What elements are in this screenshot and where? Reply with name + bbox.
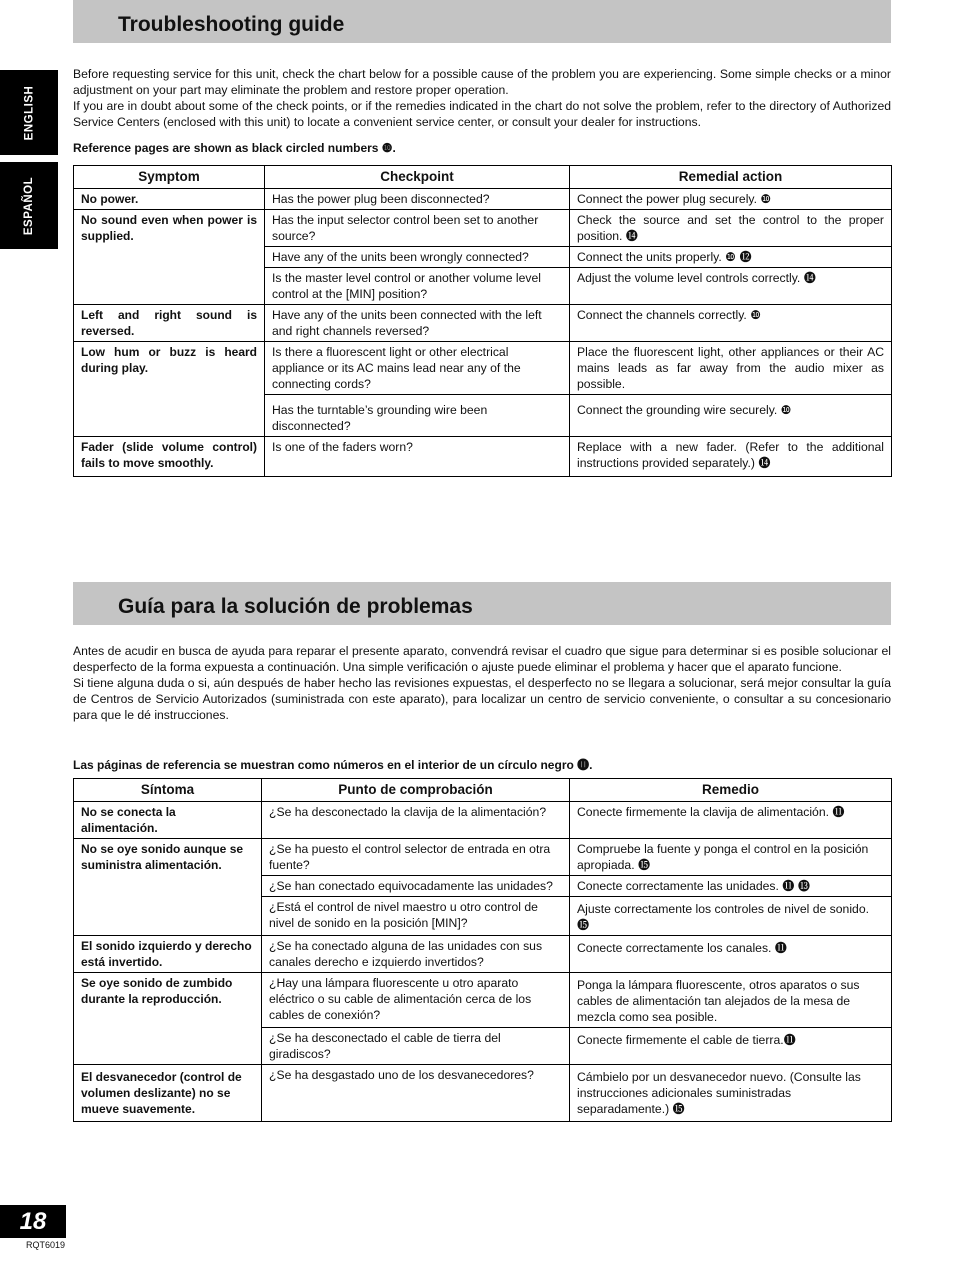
english-intro-paragraph-2: If you are in doubt about some of the check points, or if the remedies indicated in the chart do not solve the problem, refer to the directory of Authorized Service Centers (enclosed with this unit) to locate a convenient service center, or consult your dealer for instructions. [73, 99, 891, 129]
remedy-cell: Conecte firmemente la clavija de alimentación. ⓫ [570, 802, 892, 839]
checkpoint-cell: Has the input selector control been set to another source? [265, 210, 570, 247]
symptom-cell: No sound even when power is supplied. [74, 210, 265, 305]
english-intro-paragraph-1: Before requesting service for this unit, check the chart below for a possible cause of the problem you are experiencing. Some simple checks or a minor adjustment on your part may eliminate the problem and restore proper operation. [73, 67, 891, 97]
spanish-intro-paragraph-2: Si tiene alguna duda o si, aún después de haber hecho las revisiones expuestas, el desperfecto no se llegara a solucionar, será mejor consultar la guía de Centros de Servicio Autorizados (suministrada con este aparato), para localizar un centro de servicio conveniente, o consultar a su concesionario para que le dé instrucciones. [73, 676, 891, 722]
checkpoint-cell: Have any of the units been connected with the left and right channels reversed? [265, 305, 570, 342]
remedy-cell: Connect the grounding wire securely. ❿ [570, 395, 892, 437]
symptom-cell: No se oye sonido aunque se suministra alimentación. [74, 839, 262, 936]
checkpoint-cell: ¿Se ha desgastado uno de los desvanecedores? [262, 1065, 570, 1122]
language-tab-espanol [0, 162, 58, 249]
table-row [74, 1065, 892, 1122]
symptom-cell: El desvanecedor (control de volumen deslizante) no se mueve suavemente. [74, 1065, 262, 1122]
table-row [74, 936, 892, 973]
spanish-troubleshooting-table [73, 778, 892, 1122]
remedy-cell: Place the fluorescent light, other appliances or their AC mains leads as far away from the audio mixer as possible. [570, 342, 892, 395]
remedy-cell: Cámbielo por un desvanecedor nuevo. (Consulte las instrucciones adicionales suministradas separadamente.) ⓯ [570, 1065, 892, 1122]
spanish-intro [73, 643, 891, 723]
spanish-intro-paragraph-1: Antes de acudir en busca de ayuda para reparar el presente aparato, convendrá revisar el cuadro que sigue para determinar si es posible solucionar el desperfecto de la forma expuesta a continuación. Una simple verificación o ajuste puede eliminar el problema y hacer que el aparato funcione. [73, 644, 891, 674]
symptom-cell: Low hum or buzz is heard during play. [74, 342, 265, 437]
remedy-cell: Conecte firmemente el cable de tierra.⓫ [570, 1028, 892, 1065]
table-row [74, 210, 892, 247]
checkpoint-cell: ¿Se ha desconectado la clavija de la alimentación? [262, 802, 570, 839]
english-reference-note: Reference pages are shown as black circled numbers ❿. [73, 141, 396, 155]
table-row [74, 305, 892, 342]
table-header-row [74, 779, 892, 802]
english-title-bar [73, 0, 891, 43]
spanish-reference-note: Las páginas de referencia se muestran como números en el interior de un círculo negro ⓫. [73, 758, 593, 772]
table-header-row [74, 166, 892, 189]
checkpoint-cell: Is one of the faders worn? [265, 437, 570, 477]
spanish-title-bar [73, 582, 891, 625]
symptom-cell: El sonido izquierdo y derecho está invertido. [74, 936, 262, 973]
symptom-cell: No power. [74, 189, 265, 210]
table-row [74, 802, 892, 839]
remedy-cell: Connect the channels correctly. ❿ [570, 305, 892, 342]
remedy-cell: Replace with a new fader. (Refer to the additional instructions provided separately.) ⓮ [570, 437, 892, 477]
remedy-cell: Connect the power plug securely. ❿ [570, 189, 892, 210]
table-row [74, 189, 892, 210]
checkpoint-cell: ¿Se ha desconectado el cable de tierra del giradiscos? [262, 1028, 570, 1065]
spanish-title: Guía para la solución de problemas [118, 595, 473, 618]
language-tab-english-label: ENGLISH [23, 85, 35, 140]
header-checkpoint: Checkpoint [265, 166, 570, 189]
document-code: RQT6019 [26, 1240, 66, 1250]
english-intro [73, 66, 891, 130]
language-tab-english [0, 70, 58, 155]
english-title: Troubleshooting guide [118, 13, 345, 36]
remedy-cell: Connect the units properly. ❿ ⓬ [570, 247, 892, 268]
symptom-cell: No se conecta la alimentación. [74, 802, 262, 839]
header-remedial-action: Remedial action [570, 166, 892, 189]
remedy-cell: Compruebe la fuente y ponga el control en la posición apropiada. ⓯ [570, 839, 892, 876]
page-number: 18 [0, 1205, 66, 1238]
checkpoint-cell: Have any of the units been wrongly connected? [265, 247, 570, 268]
checkpoint-cell: ¿Se han conectado equivocadamente las unidades? [262, 876, 570, 897]
remedy-cell: Check the source and set the control to the proper position. ⓮ [570, 210, 892, 247]
checkpoint-cell: ¿Está el control de nivel maestro u otro control de nivel de sonido en la posición [MIN]? [262, 897, 570, 936]
table-row [74, 342, 892, 395]
remedy-cell: Ponga la lámpara fluorescente, otros aparatos o sus cables de alimentación tan alejados de la mesa de mezcla como sea posible. [570, 973, 892, 1028]
checkpoint-cell: Is the master level control or another volume level control at the [MIN] position? [265, 268, 570, 305]
remedy-cell: Ajuste correctamente los controles de nivel de sonido. ⓯ [570, 897, 892, 936]
checkpoint-cell: Has the power plug been disconnected? [265, 189, 570, 210]
checkpoint-cell: Has the turntable’s grounding wire been disconnected? [265, 395, 570, 437]
checkpoint-cell: ¿Se ha conectado alguna de las unidades con sus canales derecho e izquierdo invertidos? [262, 936, 570, 973]
header-symptom: Symptom [74, 166, 265, 189]
remedy-cell: Adjust the volume level controls correctly. ⓮ [570, 268, 892, 305]
symptom-cell: Left and right sound is reversed. [74, 305, 265, 342]
table-row [74, 437, 892, 477]
remedy-cell: Conecte correctamente los canales. ⓫ [570, 936, 892, 973]
remedy-cell: Conecte correctamente las unidades. ⓫ ⓭ [570, 876, 892, 897]
header-remedio: Remedio [570, 779, 892, 802]
symptom-cell: Se oye sonido de zumbido durante la reproducción. [74, 973, 262, 1065]
checkpoint-cell: ¿Se ha puesto el control selector de entrada en otra fuente? [262, 839, 570, 876]
header-sintoma: Síntoma [74, 779, 262, 802]
table-row [74, 973, 892, 1028]
checkpoint-cell: Is there a fluorescent light or other electrical appliance or its AC mains lead near any of the connecting cords? [265, 342, 570, 395]
english-troubleshooting-table [73, 165, 892, 477]
symptom-cell: Fader (slide volume control) fails to move smoothly. [74, 437, 265, 477]
header-punto-de-comprobacion: Punto de comprobación [262, 779, 570, 802]
language-tab-espanol-label: ESPAÑOL [23, 176, 35, 235]
checkpoint-cell: ¿Hay una lámpara fluorescente u otro aparato eléctrico o su cable de alimentación cerca de los cables de conexión? [262, 973, 570, 1028]
table-row [74, 839, 892, 876]
